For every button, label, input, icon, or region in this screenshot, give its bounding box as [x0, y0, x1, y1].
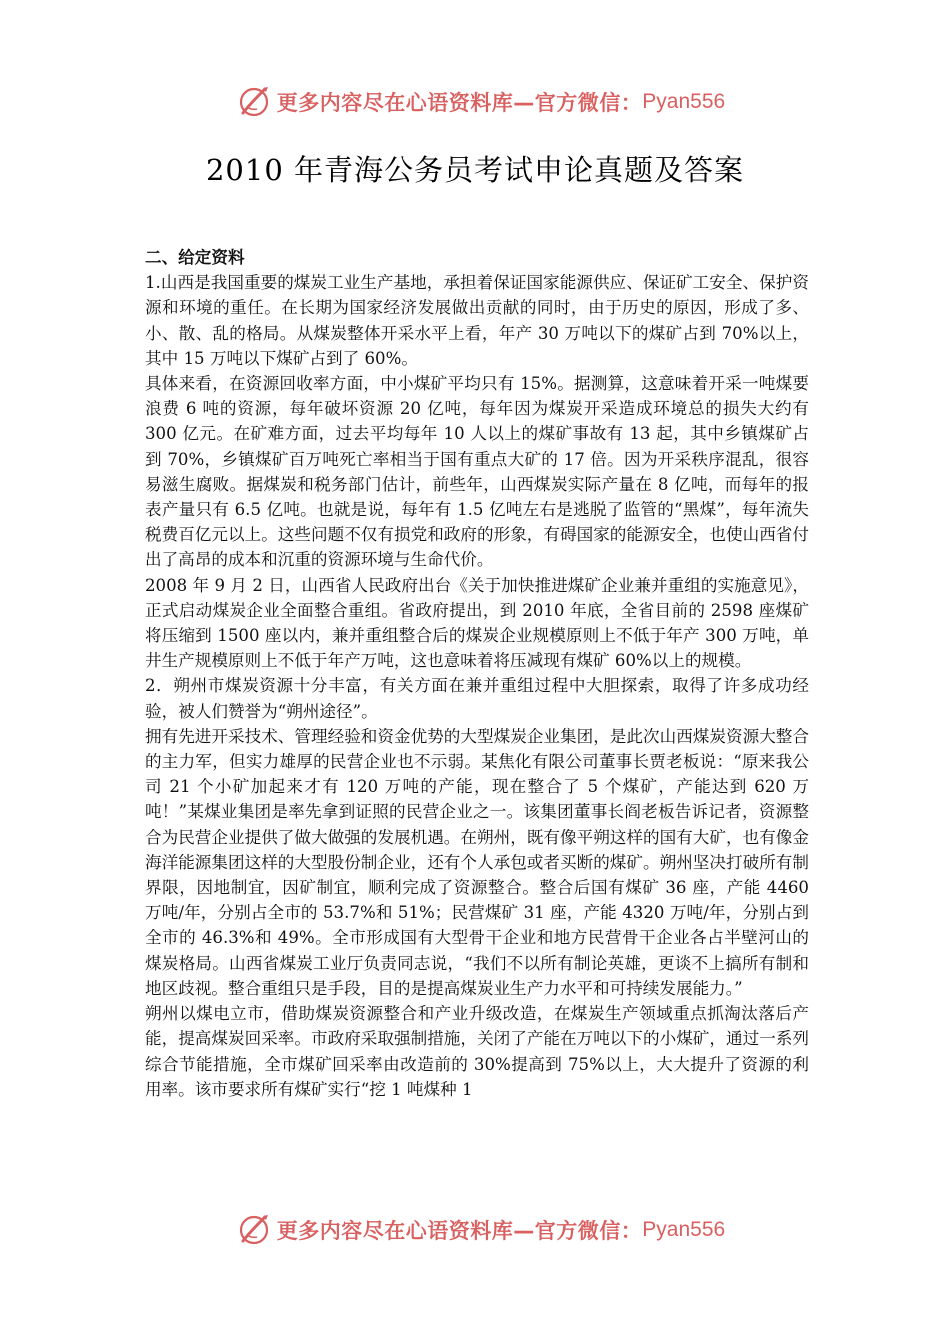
document-title: 2010 年青海公务员考试申论真题及答案	[205, 153, 745, 187]
banner-content	[235, 83, 725, 121]
banner-text: 更多内容尽在心语资料库—官方微信：	[276, 1219, 643, 1243]
banner-wechat-id: Pyan556	[642, 1218, 726, 1241]
section-heading: 二、给定资料	[145, 247, 245, 267]
paragraph: 拥有先进开采技术、管理经验和资金优势的大型煤炭企业集团，是此次山西煤炭资源大整合的主力军，但实力雄厚的民营企业也不示弱。某焦化有限公司董事长贾老板说：“原来我公司 21 个小矿加起来才有 120 万吨的产能，现在整合了 5 个煤矿，产能达到 620 万吨！”某煤业集团是率先拿到证照的民营企业之一。该集团董事长阎老板告诉记者，资源整合为民营企业提供了做大做强的发展机遇。在朔州，既有像平朔这样的国有大矿，也有像金海洋能源集团这样的大型股份制企业，还有个人承包或者买断的煤矿。朔州坚决打破所有制界限，因地制宜，因矿制宜，顺利完成了资源整合。整合后国有煤矿 36 座，产能 4460 万吨/年，分别占全市的 53.7%和 51%；民营煤矿 31 座，产能 4320 万吨/年，分别占到全市的 46.3%和 49%。全市形成国有大型骨干企业和地方民营骨干企业各占半壁河山的煤炭格局。山西省煤炭工业厅负责同志说，“我们不以所有制论英雄，更谈不上搞所有制和地区歧视。整合重组只是手段，目的是提高煤炭业生产力水平和可持续发展能力。”	[145, 726, 809, 998]
banner-wechat-id: Pyan556	[642, 90, 726, 113]
banner-content	[235, 1211, 725, 1249]
paragraph: 朔州以煤电立市，借助煤炭资源整合和产业升级改造，在煤炭生产领域重点抓淘汰落后产能，提高煤炭回采率。市政府采取强制措施，关闭了产能在万吨以下的小煤矿，通过一系列综合节能措施，全市煤矿回采率由改造前的 30%提高到 75%以上，大大提升了资源的利用率。该市要求所有煤矿实行“挖 1 吨煤种 1	[145, 1004, 809, 1099]
paragraph: 1.山西是我国重要的煤炭工业生产基地，承担着保证国家能源供应、保证矿工安全、保护资源和环境的重任。在长期为国家经济发展做出贡献的同时，由于历史的原因，形成了多、小、散、乱的格局。从煤炭整体开采水平上看，年产 30 万吨以下的煤矿占到 70%以上，其中 15 万吨以下煤矿占到了 60%。	[145, 273, 809, 368]
pen-logo-icon	[235, 83, 273, 121]
document-body	[145, 245, 809, 1102]
banner-text: 更多内容尽在心语资料库—官方微信：	[276, 91, 643, 115]
pen-logo-icon	[235, 1211, 273, 1249]
header-watermark-banner	[0, 80, 950, 124]
footer-watermark-banner	[0, 1208, 950, 1252]
paragraph: 2008 年 9 月 2 日，山西省人民政府出台《关于加快推进煤矿企业兼并重组的实施意见》，正式启动煤炭企业全面整合重组。省政府提出，到 2010 年底，全省目前的 2598 座煤矿将压缩到 1500 座以内，兼并重组整合后的煤炭企业规模原则上不低于年产 300 万吨，单井生产规模原则上不低于年产万吨，这也意味着将压减现有煤矿 60%以上的规模。	[145, 575, 809, 671]
paragraph: 具体来看，在资源回收率方面，中小煤矿平均只有 15%。据测算，这意味着开采一吨煤要浪费 6 吨的资源，每年破坏资源 20 亿吨，每年因为煤炭开采造成环境总的损失大约有 300 亿元。在矿难方面，过去平均每年 10 人以上的煤矿事故有 13 起，其中乡镇煤矿占到 70%，乡镇煤矿百万吨死亡率相当于国有重点大矿的 17 倍。因为开采秩序混乱，很容易滋生腐败。据煤炭和税务部门估计，前些年，山西煤炭实际产量在 8 亿吨，而每年的报表产量只有 6.5 亿吨。也就是说，每年有 1.5 亿吨左右是逃脱了监管的“黑煤”，每年流失税费百亿元以上。这些问题不仅有损党和政府的形象，有碍国家的能源安全，也使山西省付出了高昂的成本和沉重的资源环境与生命代价。	[145, 374, 809, 570]
paragraph: 2．朔州市煤炭资源十分丰富，有关方面在兼并重组过程中大胆探索，取得了许多成功经验，被人们赞誉为“朔州途径”。	[145, 676, 809, 721]
